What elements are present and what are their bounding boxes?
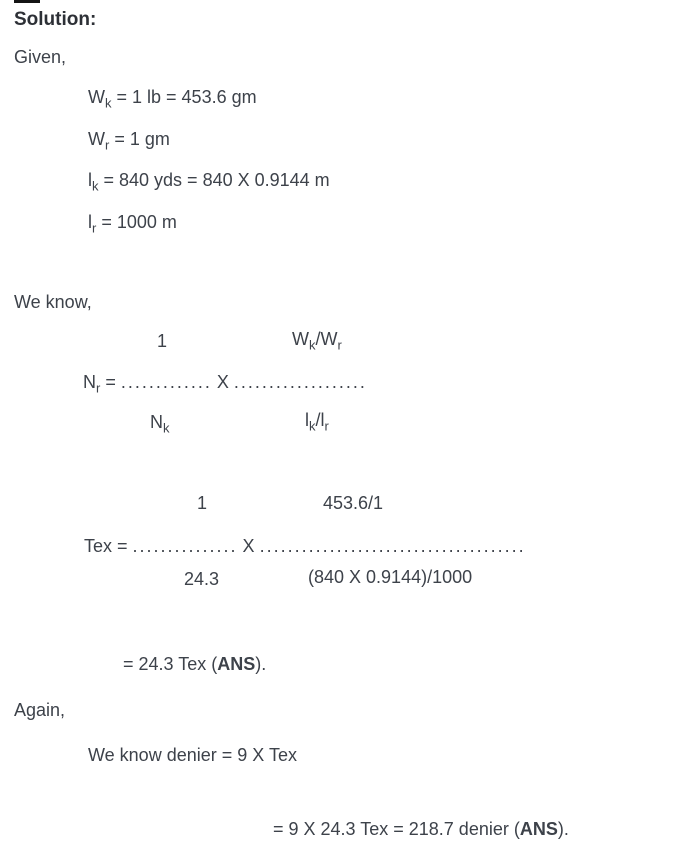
symbol-subscript: k [105,95,112,111]
symbol-subscript: r [324,418,329,434]
result-tex-line [123,653,266,676]
result-text: = 9 X 24.3 Tex = 218.7 denier ( [273,819,520,839]
formula2-numerator-2: 453.6/1 [323,493,384,513]
fraction-bar-dots: ...................................... [259,536,526,556]
formula2-numerator-1: 1 [197,493,208,513]
answer-marker: ANS [519,819,558,839]
multiplication-sign: X [237,536,260,556]
given-line-wr [88,128,170,151]
answer-marker: ANS [217,654,256,674]
formula1-numerator-2 [292,328,342,351]
symbol-subscript: k [163,420,170,436]
line-text: = 840 yds = 840 X 0.9144 m [98,170,330,190]
formula2-denominator-2: (840 X 0.9144)/1000 [308,567,473,587]
symbol-base: l [305,410,309,430]
fraction-bar-dots: ............. [120,372,212,392]
given-line-wk [88,86,257,109]
given-line-lk [88,169,330,192]
symbol-subscript: k [92,178,99,194]
denier-formula-line: We know denier = 9 X Tex [88,745,297,765]
formula-lhs: Tex = [84,536,133,556]
symbol-subscript: k [309,337,316,353]
cropped-text-fragment [14,0,40,3]
symbol-subscript: r [96,380,101,396]
formula1-denominator-1 [150,411,170,434]
line-text: = 1 gm [109,129,170,149]
symbol-base: N [150,412,163,432]
symbol-base: W [88,87,105,107]
symbol-subscript: r [337,337,342,353]
we-know-label: We know, [14,292,92,312]
symbol-subscript: r [105,137,110,153]
equals-sign: = [100,372,121,392]
symbol-base: /l [315,410,325,430]
result-text: ). [557,819,569,839]
again-label: Again, [14,700,66,720]
result-text: ). [255,654,267,674]
symbol-subscript: k [309,418,316,434]
formula1-denominator-2 [305,409,329,432]
line-text: = 1 lb = 453.6 gm [111,87,257,107]
symbol-base: N [83,372,96,392]
solution-heading: Solution: [14,9,97,30]
formula1-main-line [83,371,367,394]
symbol-subscript: r [92,220,97,236]
result-text: = 24.3 Tex ( [123,654,218,674]
given-label: Given, [14,47,67,67]
result-denier-line [273,818,569,841]
symbol-base: /W [315,329,338,349]
line-text: = 1000 m [96,212,177,232]
symbol-base: W [292,329,309,349]
symbol-base: W [88,129,105,149]
formula1-numerator-1: 1 [157,331,168,351]
given-line-lr [88,211,177,234]
fraction-bar-dots: ............... [132,536,238,556]
multiplication-sign: X [211,372,234,392]
formula2-main-line [84,535,526,558]
symbol-base: l [88,170,92,190]
formula2-denominator-1: 24.3 [184,569,220,589]
fraction-bar-dots: ................... [233,372,367,392]
symbol-base: l [88,212,92,232]
